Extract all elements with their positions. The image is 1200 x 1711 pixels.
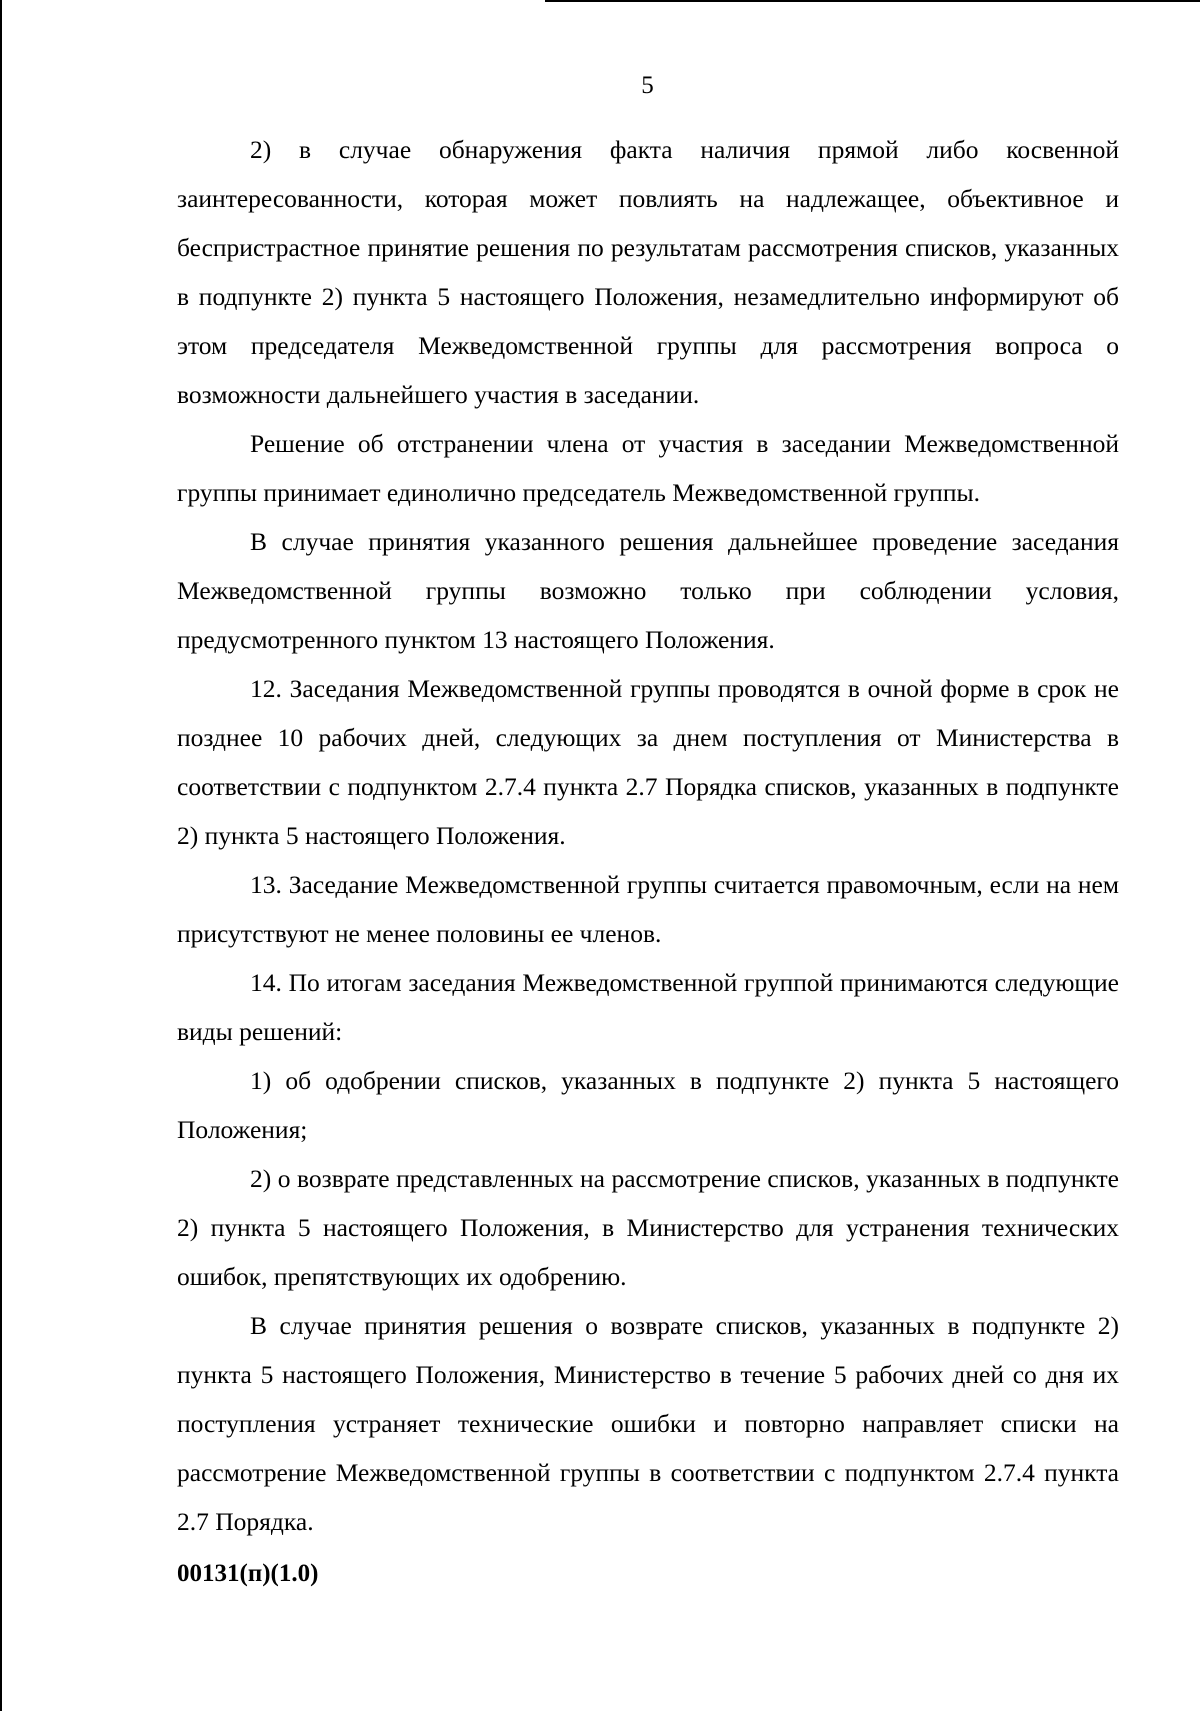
scan-edge-top bbox=[545, 0, 1200, 2]
paragraph-9: В случае принятия решения о возврате списков, указанных в подпункте 2) пункта 5 настоящего Положения, Министерство в течение 5 рабочих дней со дня их поступления устраняет технические ошибки и повторно направляет списки на рассмотрение Межведомственной группы в соответствии с подпунктом 2.7.4 пункта 2.7 Порядка. bbox=[177, 1311, 1119, 1536]
paragraph-4: 12. Заседания Межведомственной группы проводятся в очной форме в срок не позднее 10 рабочих дней, следующих за днем поступления от Министерства в соответствии с подпунктом 2.7.4 пункта 2.7 Порядка списков, указанных в подпункте 2) пункта 5 настоящего Положения. bbox=[177, 674, 1119, 850]
paragraph-2: Решение об отстранении члена от участия в заседании Межведомственной группы принимает единолично председатель Межведомственной группы. bbox=[177, 429, 1119, 507]
scan-edge-left bbox=[0, 0, 2, 1711]
paragraph-3: В случае принятия указанного решения дальнейшее проведение заседания Межведомственной группы возможно только при соблюдении условия, предусмотренного пунктом 13 настоящего Положения. bbox=[177, 527, 1119, 654]
paragraph-1: 2) в случае обнаружения факта наличия прямой либо косвенной заинтересованности, которая может повлиять на надлежащее, объективное и беспристрастное принятие решения по результатам рассмотрения списков, указанных в подпункте 2) пункта 5 настоящего Положения, незамедлительно информируют об этом председателя Межведомственной группы для рассмотрения вопроса о возможности дальнейшего участия в заседании. bbox=[177, 135, 1119, 409]
document-code: 00131(п)(1.0) bbox=[177, 1560, 319, 1587]
paragraph-6: 14. По итогам заседания Межведомственной группой принимаются следующие виды решений: bbox=[177, 968, 1119, 1046]
paragraph-7: 1) об одобрении списков, указанных в подпункте 2) пункта 5 настоящего Положения; bbox=[177, 1066, 1119, 1144]
document-body bbox=[177, 125, 1119, 1546]
paragraph-5: 13. Заседание Межведомственной группы считается правомочным, если на нем присутствуют не менее половины ее членов. bbox=[177, 870, 1119, 948]
page-number: 5 bbox=[641, 72, 654, 99]
paragraph-8: 2) о возврате представленных на рассмотрение списков, указанных в подпункте 2) пункта 5 настоящего Положения, в Министерство для устранения технических ошибок, препятствующих их одобрению. bbox=[177, 1164, 1119, 1291]
